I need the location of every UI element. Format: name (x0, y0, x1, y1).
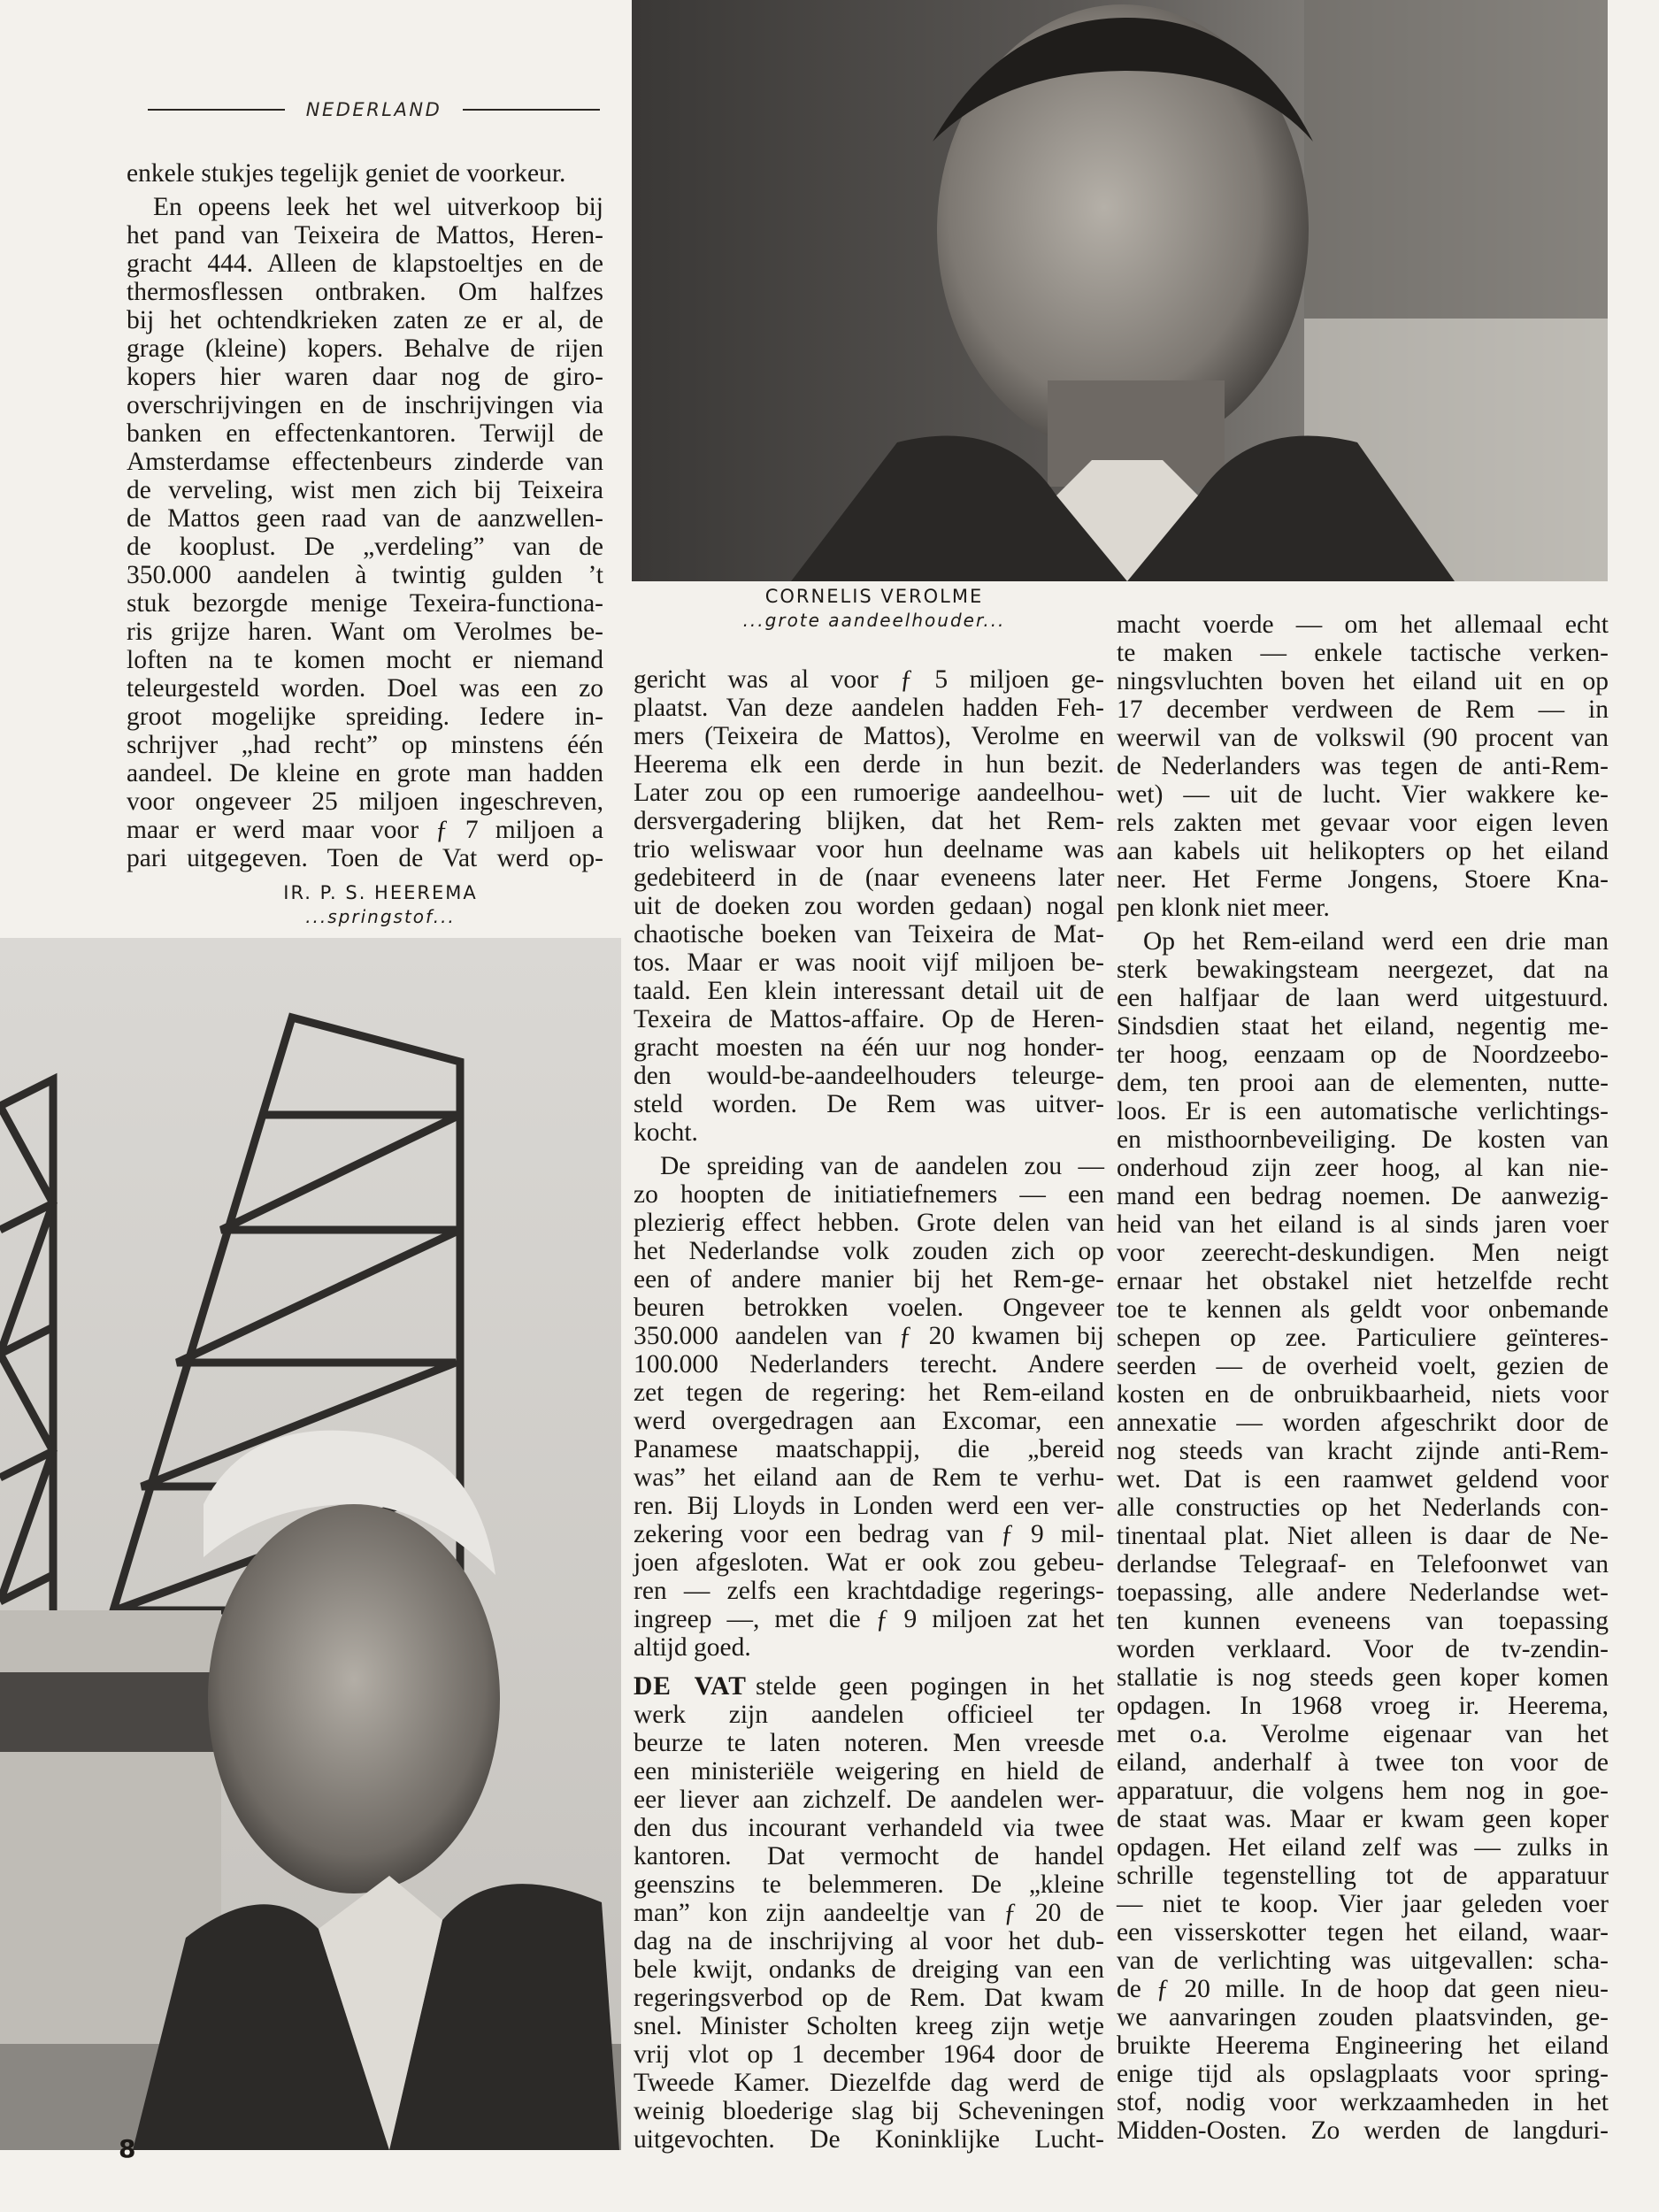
article-paragraph (634, 665, 1104, 1147)
text-line: Amsterdamse effectenbeurs zinderde van (127, 448, 603, 476)
text-line: 350.000 aandelen van ƒ 20 kwamen bij (634, 1322, 1104, 1350)
text-line: sterk bewakingsteam neergezet, dat na (1117, 956, 1609, 984)
text-line: En opeens leek het wel uitverkoop bij (153, 193, 603, 221)
text-line: zekering voor een bedrag van ƒ 9 mil- (634, 1520, 1104, 1548)
section-title: NEDERLAND (305, 99, 442, 120)
text-line: Midden-Oosten. Zo werden de langduri- (1117, 2116, 1609, 2145)
text-line: de Nederlanders was tegen de anti-Rem- (1117, 752, 1609, 780)
text-column-3 (1117, 611, 1609, 2145)
text-line: ris grijze haren. Want om Verolmes be- (127, 618, 603, 646)
text-line: voor ongeveer 25 miljoen ingeschreven, (127, 787, 603, 816)
text-line: 100.000 Nederlanders terecht. Andere (634, 1350, 1104, 1379)
article-paragraph (127, 193, 603, 872)
text-line: te maken — enkele tactische verken- (1117, 639, 1609, 667)
text-line: chaotische boeken van Teixeira de Mat- (634, 920, 1104, 949)
text-line: snel. Minister Scholten kreeg zijn wetje (634, 2012, 1104, 2040)
text-line: we aanvaringen zouden plaatsvinden, ge- (1117, 2003, 1609, 2032)
text-line: Later zou op een rumoerige aandeelhou- (634, 779, 1104, 807)
portrait-heerema-image (0, 938, 621, 2150)
caption-name: IR. P. S. HEEREMA (283, 882, 478, 903)
text-line: stuk bezorgde menige Texeira-functiona- (127, 589, 603, 618)
text-line: den dus incourant verhandeld via twee (634, 1814, 1104, 1842)
text-line: regeringsverbod op de Rem. Dat kwam (634, 1984, 1104, 2012)
text-line: de staat was. Maar er kwam geen koper (1117, 1805, 1609, 1833)
text-line: macht voerde — om het allemaal echt (1117, 611, 1609, 639)
text-line: gericht was al voor ƒ 5 miljoen ge- (634, 665, 1104, 694)
text-column-2 (634, 665, 1104, 2154)
text-line: toe te kennen als geldt voor onbemande (1117, 1295, 1609, 1324)
text-line: enige tijd als opslagplaats voor spring- (1117, 2060, 1609, 2088)
text-line: kosten en de onbruikbaarheid, niets voor (1117, 1380, 1609, 1409)
text-line: beuren betrokken voelen. Ongeveer (634, 1294, 1104, 1322)
text-line: schepen op zee. Particuliere geïnteres- (1117, 1324, 1609, 1352)
text-line: — niet te koop. Vier jaar geleden voer (1117, 1890, 1609, 1918)
text-line: de ƒ 20 mille. In de hoop dat geen nieu- (1117, 1975, 1609, 2003)
text-line: Sindsdien staat het eiland, negentig me- (1117, 1012, 1609, 1041)
text-line: dersvergadering blijken, dat het Rem- (634, 807, 1104, 835)
text-line: annexatie — worden afgeschrikt door de (1117, 1409, 1609, 1437)
text-line: ter hoog, eenzaam op de Noordzeebo- (1117, 1041, 1609, 1069)
text-line: was” het eiland aan de Rem te verhu- (634, 1463, 1104, 1492)
article-paragraph (634, 1672, 1104, 2154)
text-line: mand een bedrag noemen. De aanwezig- (1117, 1182, 1609, 1210)
text-line: kocht. (634, 1118, 698, 1147)
caption-heerema (142, 880, 619, 928)
text-line: opdagen. Het eiland zelf was — zulks in (1117, 1833, 1609, 1862)
text-line: ren — zelfs een krachtdadige regerings- (634, 1577, 1104, 1605)
text-line: Heerema elk een derde in hun bezit. (634, 750, 1104, 779)
text-column-1 (127, 159, 603, 872)
text-line: alle constructies op het Nederlands con- (1117, 1494, 1609, 1522)
text-line: vrij vlot op 1 december 1964 door de (634, 2040, 1104, 2069)
text-line: een of andere manier bij het Rem-ge- (634, 1265, 1104, 1294)
text-line: plaatst. Van deze aandelen hadden Feh- (634, 694, 1104, 722)
photo-ps-heerema (0, 938, 621, 2150)
text-line: geenszins te belemmeren. De „kleine (634, 1870, 1104, 1899)
text-line: pen klonk niet meer. (1117, 894, 1330, 922)
text-line: banken en effectenkantoren. Terwijl de (127, 419, 603, 448)
text-line: ren. Bij Lloyds in Londen werd een ver- (634, 1492, 1104, 1520)
text-line: 17 december verdween de Rem — in (1117, 695, 1609, 724)
text-line: man” kon zijn aandeeltje van ƒ 20 de (634, 1899, 1104, 1927)
text-line: van de verlichting was uitgevallen: scha- (1117, 1947, 1609, 1975)
text-line: bele kwijt, ondanks de dreiging van een (634, 1955, 1104, 1984)
text-line: gedebiteerd in de (naar eveneens later (634, 864, 1104, 892)
text-line: steld worden. De Rem was uitver- (634, 1090, 1104, 1118)
text-line: zo hoopten de initiatiefnemers — een (634, 1180, 1104, 1209)
text-line: dem, ten prooi aan de elementen, nutte- (1117, 1069, 1609, 1097)
article-paragraph (1117, 927, 1609, 2145)
text-line: loos. Er is een automatische verlichtings- (1117, 1097, 1609, 1125)
text-line: mers (Teixeira de Mattos), Verolme en (634, 722, 1104, 750)
text-line: kantoren. Dat vermocht de handel (634, 1842, 1104, 1870)
text-line: toepassing, alle andere Nederlandse wet- (1117, 1578, 1609, 1607)
text-line: zet tegen de regering: het Rem-eiland (634, 1379, 1104, 1407)
text-line: weerwil van de volkswil (90 procent van (1117, 724, 1609, 752)
text-line: voor zeerecht-deskundigen. Men neigt (1117, 1239, 1609, 1267)
text-line: groot mogelijke spreiding. Iedere in- (127, 703, 603, 731)
article-paragraph (127, 159, 603, 188)
text-line: enkele stukjes tegelijk geniet de voorkeur. (127, 159, 566, 188)
text-line: ingreep —, met die ƒ 9 miljoen zat het (634, 1605, 1104, 1633)
text-line: wet) — uit de lucht. Vier wakkere ke- (1117, 780, 1609, 809)
text-line: Tweede Kamer. Diezelfde dag werd de (634, 2069, 1104, 2097)
photo-cornelis-verolme (632, 0, 1608, 581)
text-line: het pand van Teixeira de Mattos, Heren- (127, 221, 603, 250)
text-line: Panamese maatschappij, die „bereid (634, 1435, 1104, 1463)
text-line: schrille tegenstelling tot de apparatuur (1117, 1862, 1609, 1890)
text-line: Op het Rem-eiland werd een drie man (1143, 927, 1609, 956)
text-line: pari uitgegeven. Toen de Vat werd op- (127, 844, 603, 872)
text-line: wet. Dat is een raamwet geldend voor (1117, 1465, 1609, 1494)
text-line: thermosflessen ontbraken. Om halfzes (127, 278, 603, 306)
text-line: overschrijvingen en de inschrijvingen via (127, 391, 603, 419)
text-line: met o.a. Verolme eigenaar van het (1117, 1720, 1609, 1748)
text-line: teleurgesteld worden. Doel was een zo (127, 674, 603, 703)
text-line: rels zakten met gevaar voor eigen leven (1117, 809, 1609, 837)
text-line: beurze te laten noteren. Men vreesde (634, 1729, 1104, 1757)
text-line: bruikte Heerema Engineering het eiland (1117, 2032, 1609, 2060)
caption-subtitle: ...grote aandeelhouder... (742, 610, 1006, 631)
text-line: Texeira de Mattos-affaire. Op de Heren- (634, 1005, 1104, 1033)
text-line: schrijver „had recht” op minstens één (127, 731, 603, 759)
caption-name: CORNELIS VEROLME (764, 586, 984, 607)
text-line: een halfjaar de laan werd uitgestuurd. (1117, 984, 1609, 1012)
caption-subtitle: ...springstof... (305, 906, 456, 927)
text-line: joen afgesloten. Wat er ook zou gebeu- (634, 1548, 1104, 1577)
text-line: eiland, anderhalf à twee ton voor de (1117, 1748, 1609, 1777)
text-line: 350.000 aandelen à twintig gulden ’t (127, 561, 603, 589)
section-lead-in: DE VAT (634, 1672, 747, 1701)
text-line: ernaar het obstakel niet hetzelfde recht (1117, 1267, 1609, 1295)
text-line: neer. Het Ferme Jongens, Stoere Kna- (1117, 865, 1609, 894)
text-line: worden verklaard. Voor de tv-zendin- (1117, 1635, 1609, 1663)
text-line: een ministeriële weigering en hield de (634, 1757, 1104, 1786)
text-line: onderhoud zijn zeer hoog, al kan nie- (1117, 1154, 1609, 1182)
text-line-content: stelde geen pogingen in het (755, 1672, 1104, 1701)
text-line: het Nederlandse volk zouden zich op (634, 1237, 1104, 1265)
text-line: ningsvluchten boven het eiland uit en op (1117, 667, 1609, 695)
text-line: ten kunnen eveneens van toepassing (1117, 1607, 1609, 1635)
text-line: werd overgedragen aan Excomar, een (634, 1407, 1104, 1435)
text-line: bij het ochtendkrieken zaten ze er al, de (127, 306, 603, 334)
text-line: gracht moesten na één uur nog honder- (634, 1033, 1104, 1062)
text-line: tos. Maar er was nooit vijf miljoen be- (634, 949, 1104, 977)
text-line: plezierig effect hebben. Grote delen van (634, 1209, 1104, 1237)
text-line: eer liever aan zichzelf. De aandelen wer- (634, 1786, 1104, 1814)
text-line: taald. Een klein interessant detail uit de (634, 977, 1104, 1005)
article-paragraph (634, 1152, 1104, 1662)
text-line: trio weliswaar voor hun deelname was (634, 835, 1104, 864)
text-line: maar er werd maar voor ƒ 7 miljoen a (127, 816, 603, 844)
header-rule-right (463, 109, 600, 111)
text-line: apparatuur, die volgens hem nog in goe- (1117, 1777, 1609, 1805)
text-line: altijd goed. (634, 1633, 751, 1662)
text-line: uitgevochten. De Koninklijke Lucht- (634, 2125, 1104, 2154)
text-line: tinentaal plat. Niet alleen is daar de Ne- (1117, 1522, 1609, 1550)
text-line: heid van het eiland is al sinds jaren voer (1117, 1210, 1609, 1239)
text-line: aan kabels uit helikopters op het eiland (1117, 837, 1609, 865)
text-line: de kooplust. De „verdeling” van de (127, 533, 603, 561)
text-line: aandeel. De kleine en grote man hadden (127, 759, 603, 787)
text-line: grage (kleine) kopers. Behalve de rijen (127, 334, 603, 363)
text-line: stallatie is nog steeds geen koper komen (1117, 1663, 1609, 1692)
text-line: de verveling, wist men zich bij Teixeira (127, 476, 603, 504)
text-line: uit de doeken zou worden gedaan) nogal (634, 892, 1104, 920)
text-line: en misthoornbeveiliging. De kosten van (1117, 1125, 1609, 1154)
text-line: dag na de inschrijving al voor het dub- (634, 1927, 1104, 1955)
text-line: kopers hier waren daar nog de giro- (127, 363, 603, 391)
header-rule-left (148, 109, 285, 111)
text-line: stof, nodig voor werkzaamheden in het (1117, 2088, 1609, 2116)
text-line: De spreiding van de aandelen zou — (660, 1152, 1104, 1180)
section-header (148, 99, 600, 120)
portrait-verolme-image (632, 0, 1608, 581)
article-paragraph (1117, 611, 1609, 922)
text-line: de Mattos geen raad van de aanzwellen- (127, 504, 603, 533)
text-line: den would-be-aandeelhouders teleurge- (634, 1062, 1104, 1090)
page-number: 8 (119, 2134, 136, 2163)
caption-verolme (632, 584, 1117, 632)
text-line: gracht 444. Alleen de klapstoeltjes en de (127, 250, 603, 278)
text-line: seerden — de overheid voelt, gezien de (1117, 1352, 1609, 1380)
text-line: nog steeds van kracht zijnde anti-Rem- (1117, 1437, 1609, 1465)
text-line: een visserskotter tegen het eiland, waar- (1117, 1918, 1609, 1947)
text-line: opdagen. In 1968 vroeg ir. Heerema, (1117, 1692, 1609, 1720)
text-line: werk zijn aandelen officieel ter (634, 1701, 1104, 1729)
text-line: derlandse Telegraaf- en Telefoonwet van (1117, 1550, 1609, 1578)
text-line (634, 1672, 1104, 1701)
text-line: loften na te komen mocht er niemand (127, 646, 603, 674)
text-line: weinig bloederige slag bij Scheveningen (634, 2097, 1104, 2125)
